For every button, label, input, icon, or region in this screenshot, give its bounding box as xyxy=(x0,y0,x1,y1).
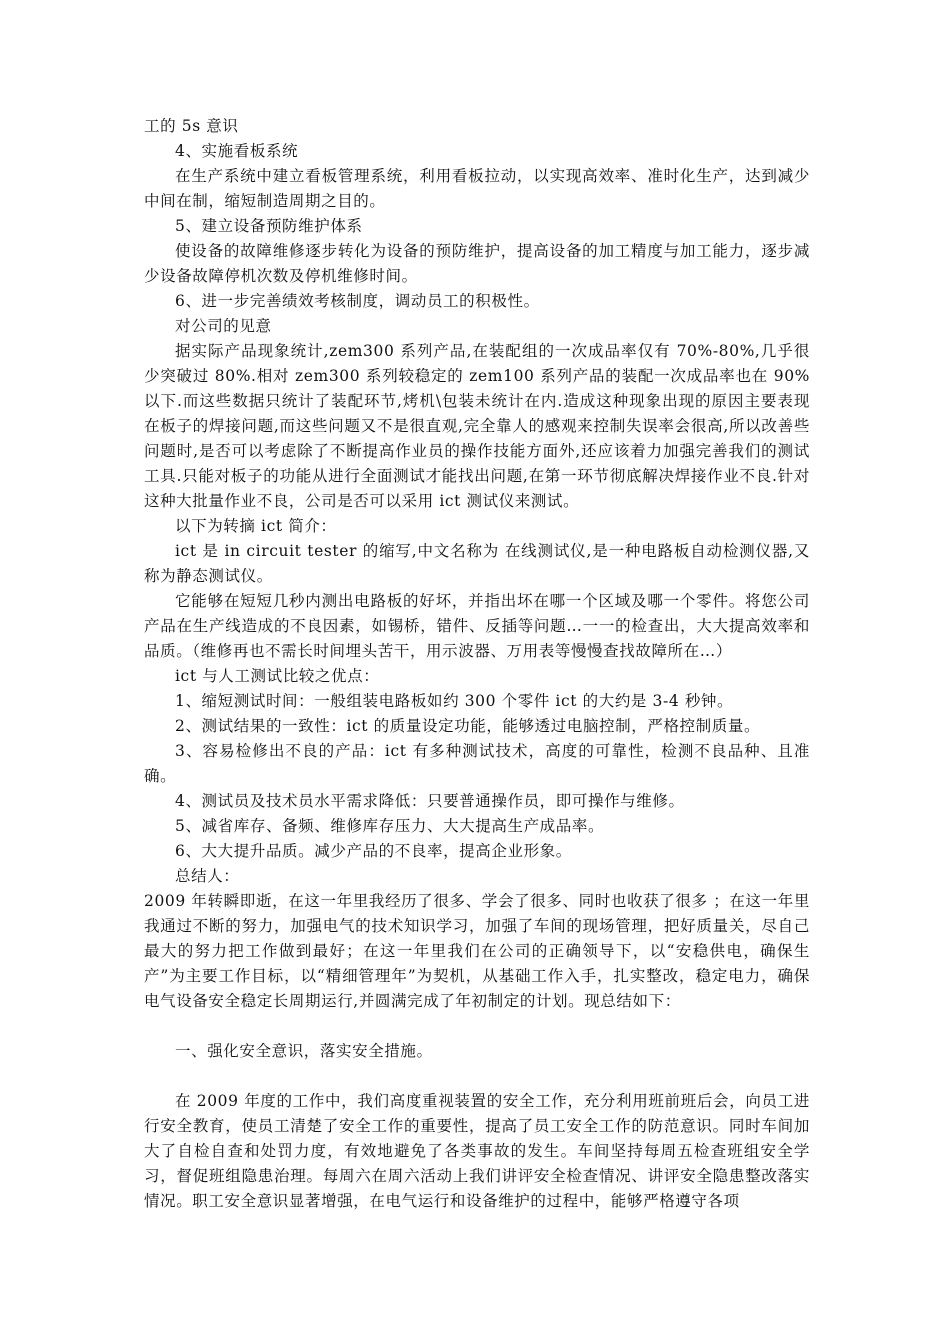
paragraph-ict-definition: ict 是 in circuit tester 的缩写,中文名称为 在线测试仪,是一种电路板自动检测仪器,又称为静态测试仪。 xyxy=(144,542,810,585)
heading-preventive-maintenance: 5、建立设备预防维护体系 xyxy=(175,217,363,235)
heading-ict-intro: 以下为转摘 ict 简介： xyxy=(175,517,337,535)
document-body xyxy=(144,114,810,1214)
heading-safety-awareness: 一、强化安全意识，落实安全措施。 xyxy=(175,1042,433,1060)
paragraph-continuation: 工的 5s 意识 xyxy=(144,117,239,135)
advantage-item-6: 6、大大提升品质。减少产品的不良率，提高企业形象。 xyxy=(175,842,572,860)
heading-summary-author: 总结人： xyxy=(175,867,240,885)
heading-kanban-system: 4、实施看板系统 xyxy=(175,142,299,160)
heading-company-suggestions: 对公司的见意 xyxy=(175,317,272,335)
heading-performance-evaluation: 6、进一步完善绩效考核制度，调动员工的积极性。 xyxy=(175,292,540,310)
advantage-item-3: 3、容易检修出不良的产品：ict 有多种测试技术，高度的可靠性，检测不良品种、且准确。 xyxy=(144,742,810,785)
advantage-item-1: 1、缩短测试时间：一般组装电路板如约 300 个零件 ict 的大约是 3-4 秒钟。 xyxy=(175,692,734,710)
paragraph-preventive-maintenance: 使设备的故障维修逐步转化为设备的预防维护，提高设备的加工精度与加工能力，逐步减少设备故障停机次数及停机维修时间。 xyxy=(144,242,810,285)
paragraph-ict-capability: 它能够在短短几秒内测出电路板的好坏，并指出坏在哪一个区域及哪一个零件。将您公司产品在生产线造成的不良因素，如锡桥，错件、反插等问题…一一的检查出，大大提高效率和品质。（维修再也不需长时间埋头苦干，用示波器、万用表等慢慢查找故障所在…） xyxy=(144,592,810,660)
advantage-item-4: 4、测试员及技术员水平需求降低：只要普通操作员，即可操作与维修。 xyxy=(175,792,685,810)
paragraph-product-statistics: 据实际产品现象统计,zem300 系列产品,在装配组的一次成品率仅有 70%-80%,几乎很少突破过 80%.相对 zem300 系列较稳定的 zem100 系列产品的装配一次成品率也在 90%以下.而这些数据只统计了装配环节,烤机\包装未统计在内.造成这种现象出现的原因主要表现在板子的焊接问题,而这些问题又不是很直观,完全靠人的感观来控制失误率会很高,所以改善些问题时,是否可以考虑除了不断提高作业员的操作技能方面外,还应该着力加强完善我们的测试工具.只能对板子的功能从进行全面测试才能找出问题,在第一环节彻底解决焊接作业不良.针对这种大批量作业不良，公司是否可以采用 ict 测试仪来测试。 xyxy=(144,342,810,510)
heading-ict-advantages: ict 与人工测试比较之优点： xyxy=(175,667,380,685)
advantage-item-2: 2、测试结果的一致性：ict 的质量设定功能，能够透过电脑控制，严格控制质量。 xyxy=(175,717,761,735)
paragraph-kanban: 在生产系统中建立看板管理系统，利用看板拉动，以实现高效率、准时化生产，达到减少中间在制，缩短制造周期之目的。 xyxy=(144,167,810,210)
advantage-item-5: 5、减省库存、备频、维修库存压力、大大提高生产成品率。 xyxy=(175,817,605,835)
paragraph-safety-work: 在 2009 年度的工作中，我们高度重视装置的安全工作，充分利用班前班后会，向员工进行安全教育，使员工清楚了安全工作的重要性，提高了员工安全工作的防范意识。同时车间加大了自检自查和处罚力度，有效地避免了各类事故的发生。车间坚持每周五检查班组安全学习，督促班组隐患治理。每周六在周六活动上我们讲评安全检查情况、讲评安全隐患整改落实情况。职工安全意识显著增强，在电气运行和设备维护的过程中，能够严格遵守各项 xyxy=(144,1092,810,1210)
paragraph-year-summary: 2009 年转瞬即逝，在这一年里我经历了很多、学会了很多、同时也收获了很多 ；在这一年里我通过不断的努力，加强电气的技术知识学习，加强了车间的现场管理，把好质量关，尽自己最大的努力把工作做到最好；在这一年里我们在公司的正确领导下，以“安稳供电，确保生产”为主要工作目标，以“精细管理年”为契机，从基础工作入手，扎实整改，稳定电力，确保电气设备安全稳定长周期运行,并圆满完成了年初制定的计划。现总结如下： xyxy=(144,892,810,1010)
